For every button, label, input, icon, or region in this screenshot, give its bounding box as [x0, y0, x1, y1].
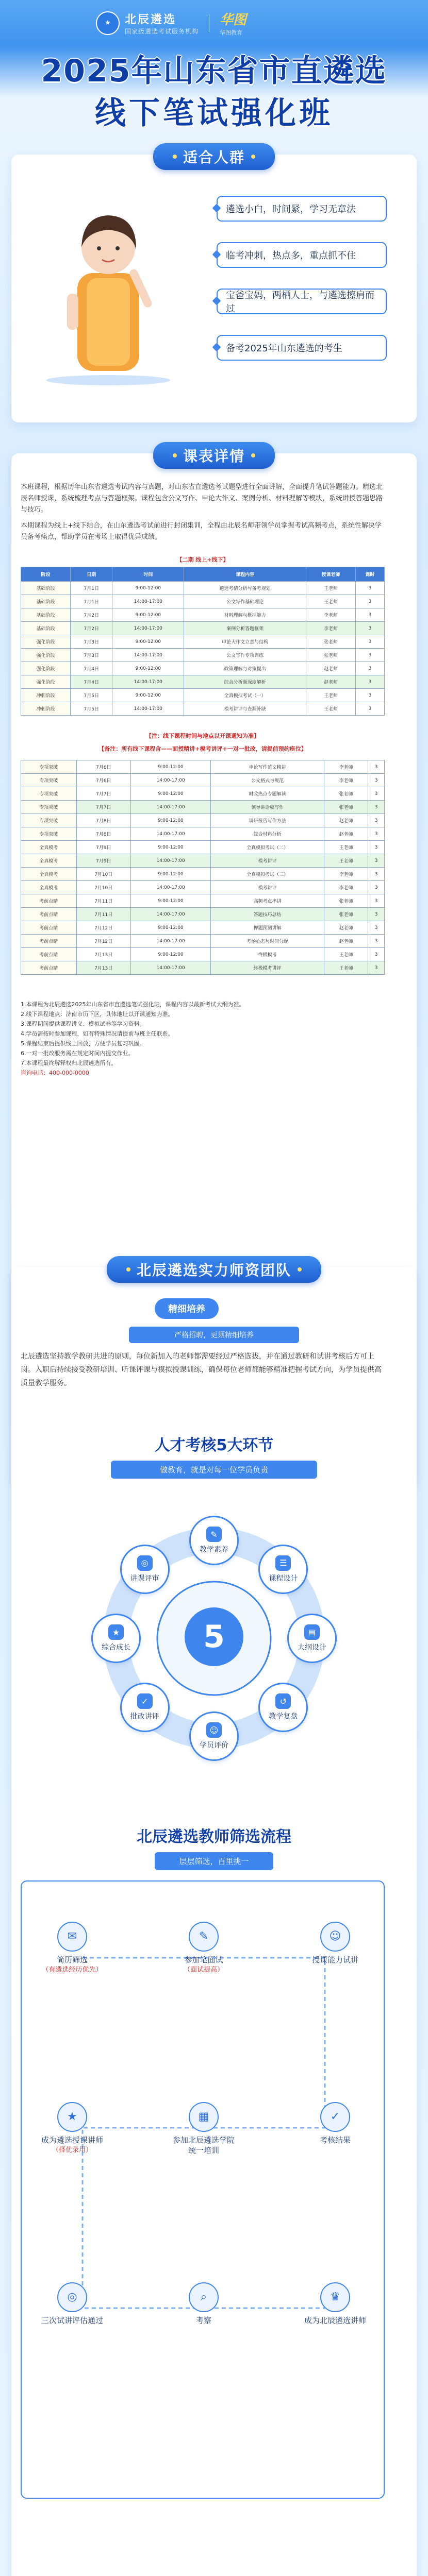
table-row — [21, 894, 385, 908]
table-row — [21, 868, 385, 881]
table-cell: 3 — [356, 662, 385, 675]
table-row — [21, 881, 385, 894]
table-cell: 全真模拟考试（二） — [211, 841, 324, 854]
table-row — [21, 961, 385, 975]
table-cell: 李老师 — [306, 622, 356, 635]
table-cell: 7月4日 — [71, 662, 112, 675]
table-cell: 赵老师 — [324, 814, 368, 827]
table-cell: 时政热点专题解读 — [211, 787, 324, 801]
teachers-title-wrap — [0, 1256, 428, 1283]
course-note-line: 2.线下课程地点：济南市历下区，具体地址以开课通知为准。 — [21, 1011, 174, 1018]
table-cell: 7月8日 — [76, 814, 130, 827]
table-cell: 3 — [356, 582, 385, 595]
table-cell: 7月7日 — [76, 801, 130, 814]
table-cell: 冲刺阶段 — [21, 702, 71, 716]
table-cell: 3 — [368, 827, 385, 841]
flow-step — [170, 2102, 237, 2156]
flow-step-label: 成为遴选授课讲师 — [41, 2136, 103, 2145]
table-cell: 7月10日 — [76, 868, 130, 881]
table-row — [21, 841, 385, 854]
header-logo — [96, 9, 246, 37]
table-row — [21, 675, 385, 689]
table-cell: 考前点睛 — [21, 948, 77, 961]
table-cell: 模考讲评 — [211, 854, 324, 868]
assessment-node — [258, 1545, 308, 1594]
table-cell: 高频考点串讲 — [211, 894, 324, 908]
table-cell: 3 — [368, 854, 385, 868]
table-row — [21, 801, 385, 814]
flow-step-label: 简历筛选 — [56, 1955, 88, 1964]
table-cell: 7月3日 — [71, 635, 112, 649]
assessment-node — [189, 1711, 239, 1761]
flow-step-label: 考察 — [195, 2316, 211, 2325]
ring-center-number: 5 — [185, 1607, 243, 1666]
table-cell: 3 — [356, 675, 385, 689]
table-cell: 公文写作基础理论 — [184, 595, 306, 608]
table-cell: 7月5日 — [71, 702, 112, 716]
table-cell: 基础阶段 — [21, 608, 71, 622]
table-row — [21, 702, 385, 716]
assessment-node-icon: ◎ — [137, 1555, 153, 1571]
table-cell: 3 — [368, 894, 385, 908]
table-cell: 强化阶段 — [21, 635, 71, 649]
course-note-line: 7.本课程最终解释权归北辰遴选所有。 — [21, 1060, 117, 1066]
flow-step-label: 授课能力试讲 — [311, 1955, 358, 1964]
table-cell: 全真模考 — [21, 881, 77, 894]
table-cell: 全真模拟考试（三） — [211, 868, 324, 881]
table-cell: 张老师 — [324, 787, 368, 801]
assessment-node — [120, 1545, 170, 1594]
table-cell: 李老师 — [324, 881, 368, 894]
table-cell: 考前点睛 — [21, 961, 77, 975]
table-cell: 全真模拟考试（一） — [184, 689, 306, 702]
page-subtitle: 线下笔试强化班 — [95, 95, 333, 131]
table-cell: 14:00-17:00 — [130, 854, 210, 868]
flow-step-icon: ✎ — [189, 1922, 219, 1952]
table-row — [21, 908, 385, 921]
flow-step-note: （择优录用） — [52, 2146, 92, 2154]
flow-step-icon: ★ — [57, 2102, 87, 2132]
table-cell: 王老师 — [306, 702, 356, 716]
assessment-node-label: 大纲设计 — [298, 1643, 326, 1652]
table-header-cell: 课程内容 — [184, 567, 306, 582]
course-section-title: 课表详情 — [153, 442, 275, 469]
table-cell: 7月4日 — [71, 675, 112, 689]
page-title: 2025年山东省市直遴选 — [41, 53, 387, 89]
table-cell: 材料理解与概括能力 — [184, 608, 306, 622]
assessment-node-label: 课程设计 — [269, 1574, 298, 1583]
audience-item-3: 宝爸宝妈，两栖人士，与遴选擦肩而过 — [217, 289, 387, 314]
table-cell: 王老师 — [324, 948, 368, 961]
table-row — [21, 582, 385, 595]
table-cell: 3 — [356, 622, 385, 635]
table-cell: 答题技巧总结 — [211, 908, 324, 921]
table-cell: 3 — [368, 935, 385, 948]
table-cell: 政策理解与对策提出 — [184, 662, 306, 675]
table-cell: 7月13日 — [76, 961, 130, 975]
table-cell: 全真模考 — [21, 854, 77, 868]
table-cell: 赵老师 — [324, 935, 368, 948]
table-cell: 公文写作专项训练 — [184, 649, 306, 662]
table-cell: 考前点睛 — [21, 921, 77, 935]
flow-step — [39, 2102, 106, 2156]
red-note-2: 【备注：所有线下课程含——面授精讲+模考讲评+一对一批改，请提前预约座位】 — [98, 745, 307, 752]
table-cell: 7月11日 — [76, 894, 130, 908]
assessment-node — [258, 1683, 308, 1732]
flow-step-label: 成为北辰遴选讲师 — [304, 2316, 366, 2325]
table-cell: 基础阶段 — [21, 595, 71, 608]
table-cell: 3 — [368, 801, 385, 814]
flow-step-icon: ✉ — [57, 1922, 87, 1952]
table-cell: 强化阶段 — [21, 649, 71, 662]
assessment-node — [91, 1614, 141, 1663]
table-cell: 7月6日 — [76, 774, 130, 787]
table-cell: 7月7日 — [76, 787, 130, 801]
table-cell: 14:00-17:00 — [130, 961, 210, 975]
table-cell: 综合分析题深度解析 — [184, 675, 306, 689]
audience-title-wrap — [0, 143, 428, 170]
assessment-node-label: 讲课评审 — [130, 1574, 159, 1583]
flow-step — [302, 2282, 369, 2326]
table-cell: 王老师 — [324, 841, 368, 854]
table-cell: 3 — [368, 774, 385, 787]
table-cell: 7月5日 — [71, 689, 112, 702]
table-cell: 9:00-12:00 — [112, 689, 184, 702]
table-cell: 7月3日 — [71, 649, 112, 662]
table-cell: 3 — [368, 961, 385, 975]
table-header-cell: 时间 — [112, 567, 184, 582]
assessment-node-label: 教学复盘 — [269, 1713, 298, 1721]
table-cell: 3 — [368, 760, 385, 774]
flow-step-icon: ▦ — [189, 2102, 219, 2132]
table-cell: 专项突破 — [21, 827, 77, 841]
table-cell: 王老师 — [324, 854, 368, 868]
assessment-sub: 做教育，就是对每一位学员负责 — [111, 1461, 317, 1479]
table-cell: 7月2日 — [71, 608, 112, 622]
course-note-line: 1.本课程为北辰遴选2025年山东省市直遴选笔试强化班，课程内容以最新考试大纲为准。 — [21, 1001, 245, 1008]
table-cell: 强化阶段 — [21, 662, 71, 675]
table-row — [21, 635, 385, 649]
course-note-line: 4.学员需按时参加课程，如有特殊情况请提前与班主任联系。 — [21, 1030, 174, 1037]
table-cell: 9:00-12:00 — [112, 635, 184, 649]
assessment-node-icon: ☺ — [206, 1722, 222, 1738]
course-note-line: 咨询电话：400-000-0000 — [21, 1070, 89, 1076]
table-cell: 押题预测讲解 — [211, 921, 324, 935]
table-cell: 9:00-12:00 — [130, 868, 210, 881]
table-cell: 7月11日 — [76, 908, 130, 921]
course-note-line: 6.一对一批改服务需在规定时间内提交作业。 — [21, 1050, 134, 1057]
table-cell: 基础阶段 — [21, 622, 71, 635]
flow-step-label: 参加笔面试 — [184, 1955, 223, 1964]
red-note-1: 【注：线下课程时间与地点以开课通知为准】 — [146, 733, 259, 739]
table-cell: 考前点睛 — [21, 894, 77, 908]
table-cell: 张老师 — [324, 908, 368, 921]
brand-name: 北辰遴选 — [125, 13, 177, 26]
table-cell: 模考讲评 — [211, 881, 324, 894]
table-cell: 冲刺阶段 — [21, 689, 71, 702]
table-cell: 专项突破 — [21, 814, 77, 827]
training-badge-sub: 严格招聘，更须精细培养 — [129, 1327, 299, 1343]
table-cell: 3 — [368, 841, 385, 854]
flow-step-label: 考核结果 — [319, 2136, 351, 2145]
assessment-node-icon: ☰ — [275, 1555, 291, 1571]
table-cell: 3 — [356, 689, 385, 702]
table-row — [21, 827, 385, 841]
table-cell: 14:00-17:00 — [112, 649, 184, 662]
assessment-title: 人才考核5大环节 — [154, 1436, 274, 1454]
table-cell: 9:00-12:00 — [130, 948, 210, 961]
table-cell: 赵老师 — [306, 662, 356, 675]
table-cell: 考前点睛 — [21, 935, 77, 948]
table-cell: 强化阶段 — [21, 675, 71, 689]
table-cell: 王老师 — [306, 595, 356, 608]
table-row — [21, 595, 385, 608]
table-cell: 王老师 — [324, 961, 368, 975]
table-row — [21, 921, 385, 935]
flow-step-icon: ⌕ — [189, 2282, 219, 2312]
course-intro-2: 本期课程为线上+线下结合，在山东遴选考试前进行封闭集训，全程由北辰名师带领学员掌握考试高频考点，系统性解决学员备考痛点，帮助学员在考场上取得优异成绩。 — [21, 522, 382, 541]
table-cell: 7月9日 — [76, 841, 130, 854]
assessment-node-icon: ★ — [108, 1624, 124, 1640]
flow-step — [39, 2282, 106, 2326]
table-cell: 7月13日 — [76, 948, 130, 961]
table-row — [21, 649, 385, 662]
table-row — [21, 608, 385, 622]
table-cell: 赵老师 — [324, 827, 368, 841]
table-cell: 9:00-12:00 — [130, 894, 210, 908]
table-row — [21, 814, 385, 827]
table-cell: 9:00-12:00 — [130, 841, 210, 854]
table-cell: 终极模考讲评 — [211, 961, 324, 975]
table-cell: 王老师 — [306, 689, 356, 702]
training-badge: 精细培养 — [155, 1298, 219, 1319]
table-cell: 3 — [368, 908, 385, 921]
training-text: 北辰遴选坚持教学教研共进的原则，每位新加入的老师都需要经过严格选拔，并在通过教研和试讲考核后方可上岗。入职后持续接受教研培训、听课评课与模拟授课训练，确保每位老师都能够精准把握考试方向，为学员提供高质量教学服务。 — [21, 1352, 382, 1387]
table-cell: 模考讲评与查漏补缺 — [184, 702, 306, 716]
table-cell: 考场心态与时间分配 — [211, 935, 324, 948]
brand-subname: 国家级遴选考试服务机构 — [125, 27, 199, 35]
table-cell: 3 — [368, 921, 385, 935]
flow-step-icon: ♛ — [320, 2282, 350, 2312]
table-cell: 专项突破 — [21, 801, 77, 814]
table-cell: 3 — [356, 595, 385, 608]
table-cell: 14:00-17:00 — [130, 827, 210, 841]
audience-item-1: 遴选小白，时间紧，学习无章法 — [217, 196, 387, 222]
table-cell: 赵老师 — [324, 921, 368, 935]
table-cell: 申论大作文立意与结构 — [184, 635, 306, 649]
table-cell: 7月12日 — [76, 921, 130, 935]
course-note-line: 3.课程期间提供课程讲义、模拟试卷等学习资料。 — [21, 1021, 145, 1027]
table-cell: 李老师 — [324, 774, 368, 787]
table-header-cell: 阶段 — [21, 567, 71, 582]
table-cell: 李老师 — [324, 760, 368, 774]
table-cell: 7月10日 — [76, 881, 130, 894]
table-row — [21, 622, 385, 635]
table-cell: 专项突破 — [21, 774, 77, 787]
assessment-node-icon: ▤ — [304, 1624, 320, 1640]
table-row — [21, 948, 385, 961]
table-cell: 专项突破 — [21, 760, 77, 774]
table-header-cell: 日期 — [71, 567, 112, 582]
table-cell: 案例分析答题框架 — [184, 622, 306, 635]
assessment-node-icon: ↺ — [275, 1693, 291, 1709]
flow-step-icon: ✓ — [320, 2102, 350, 2132]
table-cell: 张老师 — [306, 649, 356, 662]
flow-step-icon: ☺ — [320, 1922, 350, 1952]
flow-step — [39, 1922, 106, 1975]
course-intro: 本班课程，根据历年山东省遴选考试内容与真题，对山东省直遴选考试题型进行全面讲解，全面提升笔试答题能力。精选北辰名师授课，系统梳理考点与答题框架。课程包含公文写作、申论大作文、案例分析、材料理解等模块，系统讲授答题思路与技巧。 — [21, 483, 383, 514]
table-cell: 王老师 — [306, 582, 356, 595]
table-cell: 3 — [368, 787, 385, 801]
table-cell: 终极模考 — [211, 948, 324, 961]
table-cell: 3 — [368, 948, 385, 961]
table-cell: 14:00-17:00 — [112, 702, 184, 716]
table-cell: 领导讲话稿写作 — [211, 801, 324, 814]
process-title: 北辰遴选教师筛选流程 — [137, 1828, 291, 1846]
flow-step — [170, 2282, 237, 2326]
table-cell: 14:00-17:00 — [112, 675, 184, 689]
table-cell: 公文格式与规范 — [211, 774, 324, 787]
table-cell: 14:00-17:00 — [130, 881, 210, 894]
flow-step-note: （有遴选经历优先） — [42, 1966, 103, 1974]
table-header-cell: 授课老师 — [306, 567, 356, 582]
table-cell: 9:00-12:00 — [112, 662, 184, 675]
table-row — [21, 935, 385, 948]
table-cell: 7月1日 — [71, 595, 112, 608]
course-note-line: 5.课程结束后提供线上回放，方便学员复习巩固。 — [21, 1040, 145, 1047]
flow-step — [302, 2102, 369, 2145]
table-cell: 综合材料分析 — [211, 827, 324, 841]
table-cell: 李老师 — [306, 608, 356, 622]
table-row — [21, 787, 385, 801]
assessment-node-icon: ✎ — [206, 1527, 222, 1542]
table-cell: 9:00-12:00 — [130, 760, 210, 774]
assessment-node-icon: ✓ — [137, 1693, 153, 1709]
table-cell: 7月12日 — [76, 935, 130, 948]
schedule-table-2 — [21, 760, 385, 975]
table-cell: 3 — [356, 635, 385, 649]
table-cell: 李老师 — [324, 868, 368, 881]
flow-step — [170, 1922, 237, 1975]
table-cell: 9:00-12:00 — [112, 608, 184, 622]
course-notes — [21, 999, 385, 1078]
assessment-node-label: 综合成长 — [102, 1643, 130, 1652]
process-sub: 层层筛选，百里挑一 — [155, 1852, 273, 1870]
schedule-table — [21, 567, 385, 716]
table-cell: 3 — [356, 649, 385, 662]
table-cell: 3 — [356, 702, 385, 716]
table-row — [21, 689, 385, 702]
flow-step-icon: ◎ — [57, 2282, 87, 2312]
teacher-illustration — [31, 191, 186, 386]
table-cell: 张老师 — [306, 635, 356, 649]
flow-step-label: 三次试讲评估通过 — [41, 2316, 103, 2325]
table-cell: 9:00-12:00 — [130, 921, 210, 935]
assessment-node-label: 批改讲评 — [130, 1713, 159, 1721]
table-header-cell: 课时 — [356, 567, 385, 582]
table-cell: 赵老师 — [306, 675, 356, 689]
table-cell: 3 — [368, 814, 385, 827]
table-cell: 3 — [368, 881, 385, 894]
table-row — [21, 854, 385, 868]
table-cell: 全真模考 — [21, 841, 77, 854]
audience-item-2: 临考冲刺，热点多，重点抓不住 — [217, 242, 387, 268]
table-cell: 遴选考情分析与备考规划 — [184, 582, 306, 595]
table-cell: 14:00-17:00 — [112, 622, 184, 635]
table-cell: 9:00-12:00 — [130, 787, 210, 801]
table-row — [21, 774, 385, 787]
partner-sub: 华图教育 — [220, 29, 243, 36]
table-cell: 14:00-17:00 — [130, 801, 210, 814]
table-cell: 3 — [356, 608, 385, 622]
table-cell: 3 — [368, 868, 385, 881]
table-cell: 张老师 — [324, 894, 368, 908]
teachers-section-title: 北辰遴选实力师资团队 — [107, 1256, 321, 1283]
audience-item-4: 备考2025年山东遴选的考生 — [217, 335, 387, 361]
table-cell: 7月1日 — [71, 582, 112, 595]
stage-label: 【二期 线上+线下】 — [176, 556, 229, 563]
table-cell: 申论写作范文精讲 — [211, 760, 324, 774]
partner-name: 华图 — [220, 12, 247, 28]
table-row — [21, 760, 385, 774]
table-cell: 调研报告写作方法 — [211, 814, 324, 827]
table-cell: 14:00-17:00 — [130, 908, 210, 921]
flow-step-note: （面试提高） — [183, 1966, 224, 1974]
flow-step-label: 参加北辰遴选学院统一培训 — [172, 2136, 235, 2155]
table-cell: 7月6日 — [76, 760, 130, 774]
brand-emblem-icon: ★ — [96, 11, 120, 35]
assessment-node — [189, 1516, 239, 1565]
course-title-wrap — [0, 442, 428, 469]
table-cell: 7月8日 — [76, 827, 130, 841]
table-cell: 专项突破 — [21, 787, 77, 801]
table-cell: 张老师 — [324, 801, 368, 814]
table-cell: 7月2日 — [71, 622, 112, 635]
assessment-node — [120, 1683, 170, 1732]
table-cell: 9:00-12:00 — [130, 814, 210, 827]
table-cell: 全真模考 — [21, 868, 77, 881]
table-cell: 考前点睛 — [21, 908, 77, 921]
flow-step — [302, 1922, 369, 1965]
assessment-node-label: 学员评价 — [200, 1741, 228, 1750]
assessment-node-label: 教学素养 — [200, 1546, 228, 1554]
table-cell: 基础阶段 — [21, 582, 71, 595]
table-row — [21, 662, 385, 675]
table-cell: 9:00-12:00 — [112, 582, 184, 595]
table-cell: 14:00-17:00 — [130, 774, 210, 787]
audience-section-title: 适合人群 — [153, 143, 275, 170]
table-cell: 14:00-17:00 — [130, 935, 210, 948]
table-cell: 14:00-17:00 — [112, 595, 184, 608]
table-cell: 7月9日 — [76, 854, 130, 868]
assessment-node — [287, 1614, 337, 1663]
